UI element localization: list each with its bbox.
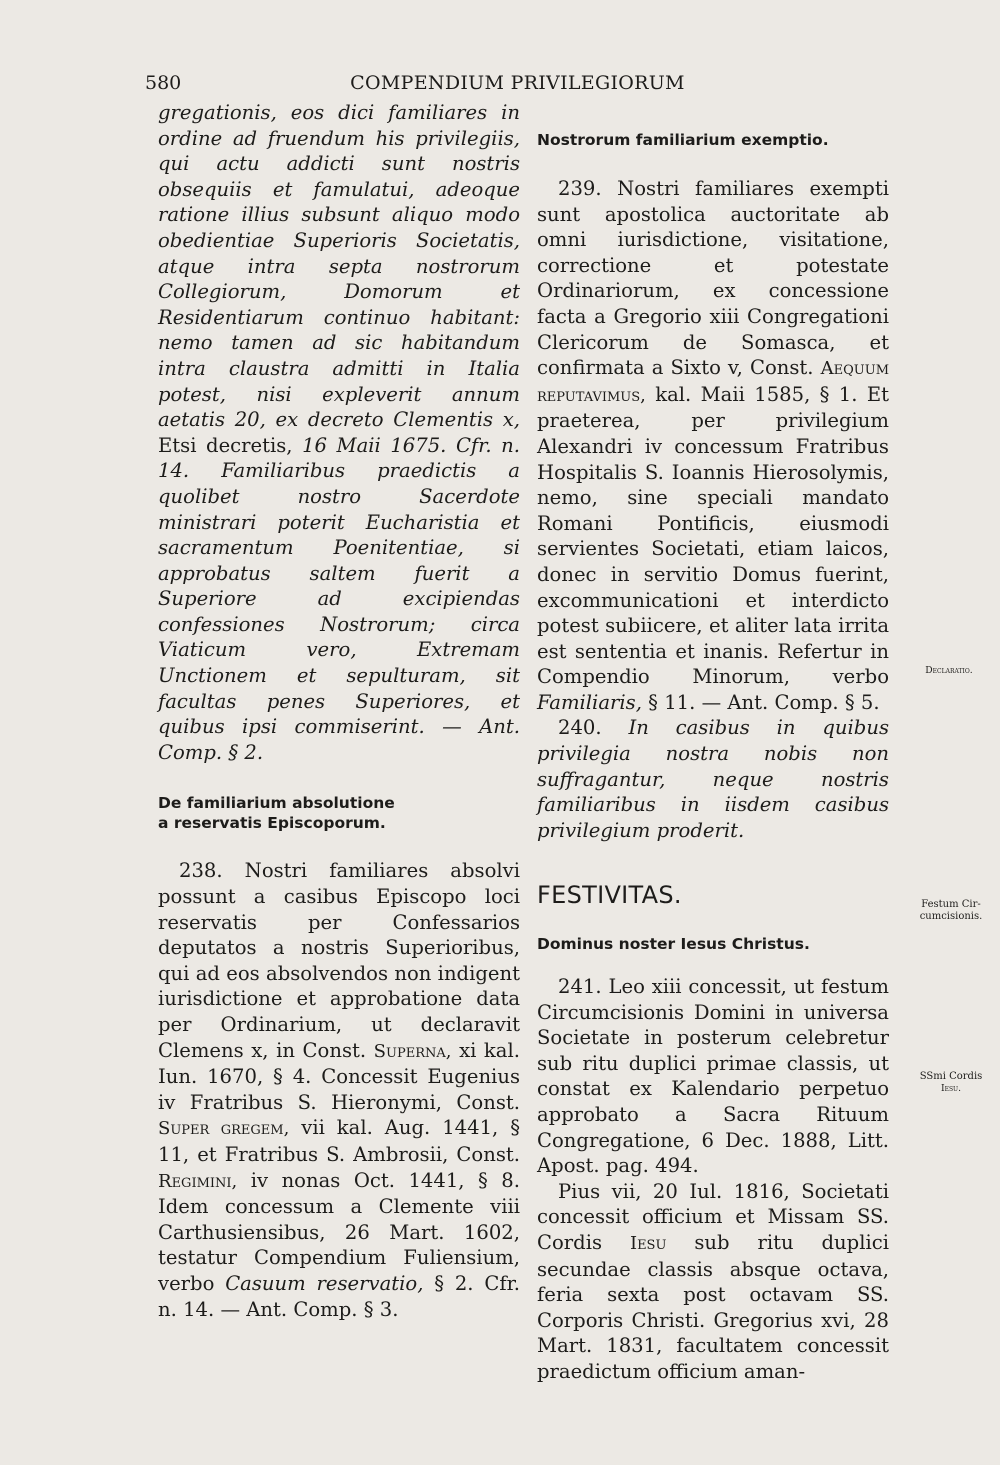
paragraph-240: 240. In casibus in quibus privilegia nostra nobis non suffragantur, neque nostris familiaribus in iisdem casibus privilegium proderit. (537, 716, 889, 842)
running-title: COMPENDIUM PRIVILEGIORUM (350, 72, 685, 94)
margin-note-ssmi-cordis: SSmi Cordis Iesu. (919, 1071, 983, 1094)
paragraph-continuation: gregationis, eos dici familiares in ordine ad fruendum his privilegiis, qui actu addicti sunt nostris obsequiis et famulatui, adeoque ratione illius subsunt aliquo modo obedientiae Superioris Societatis, atque intra septa nostrorum Collegiorum, Domorum et Residentiarum continuo habitant: nemo tamen ad sic habitandum intra claustra admitti in Italia potest, nisi expleverit annum aetatis 20, ex decreto Clementis x, Etsi decretis, 16 Maii 1675. Cfr. n. 14. Familiaribus praedictis a quolibet nostro Sacerdote ministrari poterit Eucharistia et sacramentum Poenitentiae, si approbatus saltem fuerit a Superiore ad excipiendas confessiones Nostrorum; circa Viaticum vero, Extremam Unctionem et sepulturam, sit facultas penes Superiores, et quibus ipsi commiserint. — Ant. Comp. § 2. (158, 101, 520, 764)
section-title-festivitas: FESTIVITAS. (537, 881, 682, 910)
page-header (145, 72, 890, 100)
section-heading-238: De familiarium absolutione a reservatis Episcoporum. (158, 794, 395, 833)
paragraph-241: 241. Leo xiii concessit, ut festum Circumcisionis Domini in universa Societate in posterum celebretur sub ritu duplici primae classis, ut constat ex Kalendario perpetuo approbato a Sacra Rituum Congregatione, 6 Dec. 1888, Litt. Apost. pag. 494. (537, 975, 889, 1178)
left-column (158, 100, 520, 1322)
paragraph-239: 239. Nostri familiares exempti sunt apostolica auctoritate ab omni iurisdictione, visitatione, correctione et potestate Ordinariorum, ex concessione facta a Gregorio xiii Congregationi Clericorum de Somasca, et confirmata a Sixto v, Const. Aequum reputavimus, kal. Maii 1585, § 1. Et praeterea, per privilegium Alexandri iv concessum Fratribus Hospitalis S. Ioannis Hierosolymis, nemo, sine speciali mandato Romani Pontificis, eiusmodi servientes Societati, etiam laicos, donec in servitio Domus fuerint, excommunicationi et interdicto potest subiicere, et aliter lata irrita est sententia et inanis. Refertur in Compendio Minorum, verbo Familiaris, § 11. — Ant. Comp. § 5. (537, 177, 890, 714)
section-heading-239: Nostrorum familiarium exemptio. (537, 131, 829, 149)
page-number: 580 (145, 72, 182, 94)
right-column (537, 100, 889, 1385)
paragraph-pius: Pius vii, 20 Iul. 1816, Societati concessit officium et Missam SS. Cordis Iesu sub ritu duplici secundae classis absque octava, feria sexta post octavam SS. Corporis Christi. Gregorius xvi, 28 Mart. 1831, facultatem concessit praedictum officium aman- (537, 1179, 889, 1383)
section-heading-241: Dominus noster Iesus Christus. (537, 935, 810, 954)
paragraph-238: 238. Nostri familiares absolvi possunt a casibus Episcopo loci reservatis per Confessarios deputatos a nostris Superioribus, qui ad eos absolvendos non indigent iurisdictione et approbatione data per Ordinarium, ut declaravit Clemens x, in Const. Superna, xi kal. Iun. 1670, § 4. Concessit Eugenius iv Fratribus S. Hieronymi, Const. Super gregem, vii kal. Aug. 1441, § 11, et Fratribus S. Ambrosii, Const. Regimini, iv nonas Oct. 1441, § 8. Idem concessum a Clemente viii Carthusiensibus, 26 Mart. 1602, testatur Compendium Fuliensium, verbo Casuum reservatio, § 2. Cfr. n. 14. — Ant. Comp. § 3. (158, 859, 521, 1321)
margin-note-festum-circumcisionis: Festum Cir- cumcisionis. (919, 899, 983, 922)
margin-note-declaratio: Declaratio. (925, 665, 973, 676)
